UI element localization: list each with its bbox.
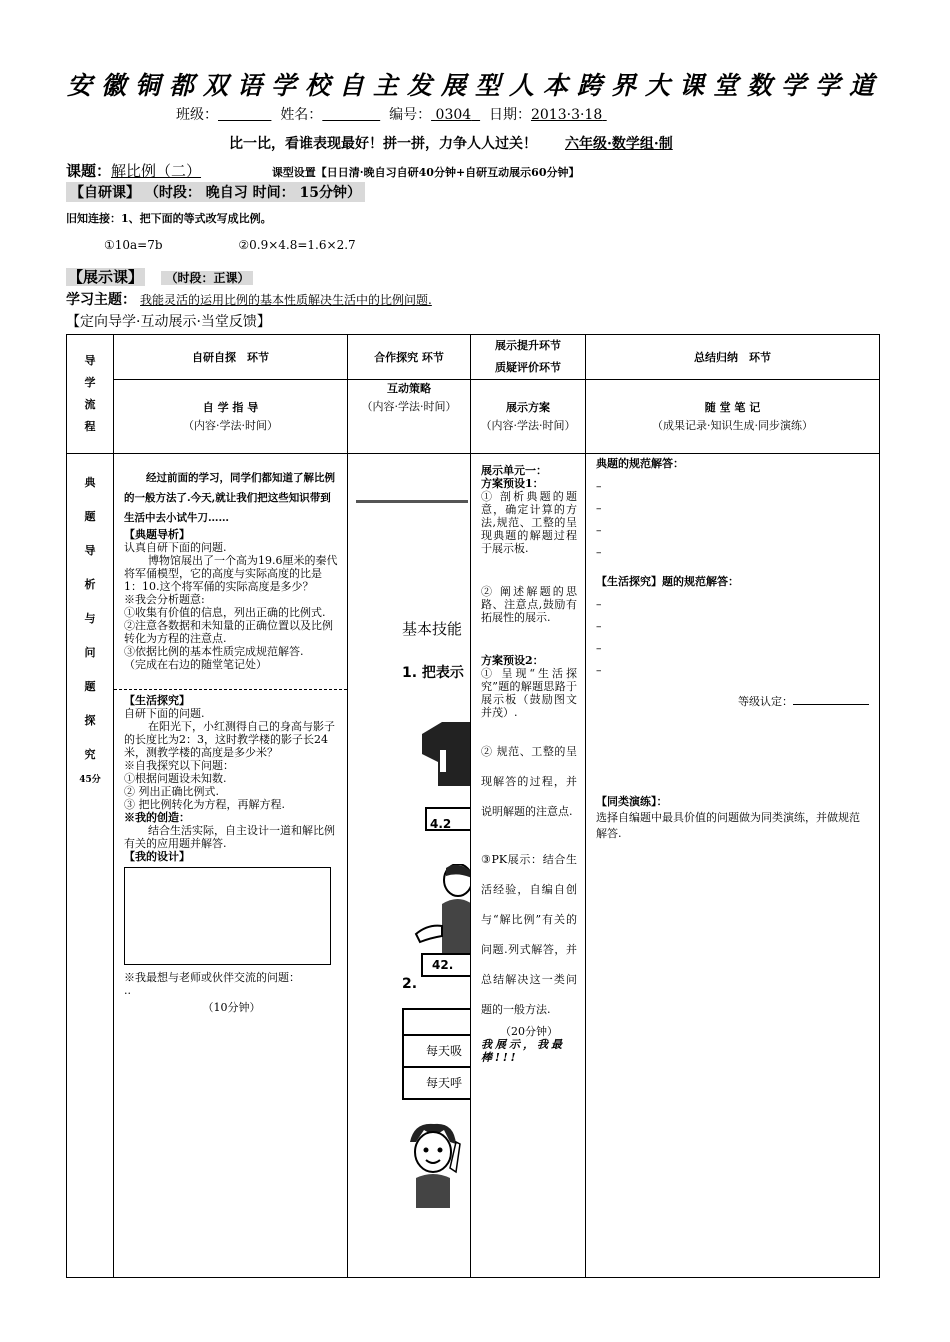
plan2-b: ② 规范、工整的呈现解答的过程，并说明解题的注意点. <box>481 745 577 818</box>
review-exercises <box>104 238 356 252</box>
grade-blank[interactable] <box>793 704 869 705</box>
show-class-label: 【展示课】 <box>68 268 144 286</box>
group-credit: 六年级·数学组·制 <box>565 136 673 152</box>
plan1-a: ① 剖析典题的题意，确定计算的方法,规范、工整的呈现典题的解题过程于展示板. <box>481 490 577 555</box>
book-heading: 基本技能 <box>402 620 463 638</box>
col1-time: （10分钟） <box>202 1001 261 1014</box>
grade-line <box>596 694 869 710</box>
col2-header: 合作探究 环节 <box>348 335 471 380</box>
name-label: 姓名： <box>280 107 323 123</box>
plan2-a: ① 呈现“生活探究”题的解题思路于展示板（鼓励图文并茂）. <box>481 667 577 719</box>
slogan-line <box>229 133 673 153</box>
cooperation-column <box>348 454 471 1278</box>
create-text: 结合生活实际，自主设计一道和解比例有关的应用题并解答. <box>124 824 335 850</box>
cheer: 我展示，我最棒!!! <box>481 1038 565 1064</box>
col3-header: 展示提升环节 质疑评价环节 <box>471 335 586 380</box>
grade-label: 等级认定： <box>738 695 793 708</box>
explore-1: ①根据问题设未知数. <box>124 772 227 785</box>
book-table <box>402 1008 471 1100</box>
self-study-column <box>114 454 348 1278</box>
analyze-step-1: ①收集有价值的信息，列出正确的比例式. <box>124 606 326 619</box>
student-info-line <box>176 104 607 124</box>
date-value: 2013·3·18 <box>530 107 603 123</box>
scan-line <box>356 500 468 503</box>
exercise-2: ②0.9×4.8=1.6×2.7 <box>238 238 356 252</box>
life-problem: 在阳光下，小红测得自己的身高与影子的长度比为2：3，这时教学楼的影子长24米，测教学楼的高度是多少米？ <box>124 720 335 759</box>
plan1-b: ② 阐述解题的思路、注意点,鼓励有拓展性的展示. <box>481 585 577 624</box>
life-answer-heading <box>596 574 869 590</box>
number-value: 0304 <box>435 107 472 123</box>
self-study-heading: 【自研课】 （时段： 晚自习 时间： 15分钟） <box>66 182 365 202</box>
col3-time: （20分钟） <box>500 1025 558 1038</box>
analyze-step-3-note: （完成在右边的随堂笔记处） <box>124 658 267 671</box>
col3-subheader: 展示方案 （内容·学法·时间） <box>471 380 586 454</box>
create-label: ※我的创造： <box>124 811 190 824</box>
theme-label: 学习主题： <box>66 292 136 308</box>
life-read: 自研下面的问题. <box>124 707 205 720</box>
topic-label: 课题： <box>66 162 112 180</box>
design-box[interactable] <box>124 867 331 965</box>
explore-2: ② 列出正确比例式. <box>124 785 219 798</box>
pk-show: ③PK展示：结合生活经验，自编自创与“解比例”有关的问题.列式解答，并总结解决这一类问题的一般方法. <box>481 853 577 1016</box>
analyze-label: ※我会分析题意: <box>124 593 205 606</box>
plan1-label: 方案预设1： <box>481 477 544 490</box>
explore-3: ③ 把比例转化为方程，再解方程. <box>124 798 285 811</box>
number-label: 编号： <box>389 107 432 123</box>
subheader-row <box>67 380 880 454</box>
col1-header: 自研自探 环节 <box>114 335 348 380</box>
analyze-step-2: ②注意各数据和未知量的正确位置以及比例转化为方程的注意点. <box>124 619 333 645</box>
dashed-divider <box>114 689 347 690</box>
exchange-prompt: ※我最想与老师或伙伴交流的问题： <box>124 971 300 984</box>
life-answer-lines: – – – – <box>596 598 602 677</box>
header-row <box>67 335 880 380</box>
content-row <box>67 454 880 1278</box>
slogan: 比一比，看谁表现最好！拼一拼，力争人人过关！ <box>229 136 537 152</box>
book-item-1: 1. 把表示 <box>402 665 464 681</box>
type-setting: 课型设置【日日清·晚自习自研40分钟+自研互动展示60分钟】 <box>271 166 580 179</box>
show-unit: 展示单元一： <box>481 464 547 477</box>
book-item-2: 2. <box>402 976 418 992</box>
name-blank <box>322 107 380 123</box>
col1-subheader: 自 学 指 导 （内容·学法·时间） <box>114 380 348 454</box>
design-label: 【我的设计】 <box>124 850 190 863</box>
life-label: 【生活探究】 <box>124 694 190 707</box>
class-blank <box>218 107 271 123</box>
typical-answer-lines: – – – – <box>596 480 602 559</box>
document-title: 安徽铜都双语学校自主发展型人本跨界大课堂数学学道 <box>66 71 883 100</box>
show-class-time: （时段：正课） <box>161 271 253 285</box>
col4-subheader: 随 堂 笔 记 （成果记录·知识生成·同步演练） <box>586 380 880 454</box>
lesson-topic-line <box>66 160 579 181</box>
class-label: 班级： <box>176 107 218 123</box>
date-label: 日期： <box>488 107 531 123</box>
plan2-label: 方案预设2： <box>481 654 544 667</box>
price-tag-2: 42. <box>432 958 454 972</box>
intro: 经过前面的学习，同学们都知道了解比例的一般方法了.今天,就让我们把这些知识带到生活中去小试牛刀…… <box>124 472 335 524</box>
life-answer-label: 【生活探究】 <box>596 575 662 588</box>
boy-illustration <box>404 1122 464 1212</box>
side-label-cell: 典 题 导 析 与 问 题 探 究 45分 <box>67 454 114 1278</box>
learning-flow-table <box>66 334 880 1278</box>
presentation-column <box>471 454 586 1278</box>
guide-heading: 【定向导学·互动展示·当堂反馈】 <box>66 314 271 330</box>
typical-problem: 博物馆展出了一个高为19.6厘米的秦代将军俑模型，它的高度与实际高度的比是1：10.这个将军俑的实际高度是多少？ <box>124 554 338 593</box>
col4-header: 总结归纳 环节 <box>586 335 880 380</box>
similar-label: 【同类演练】： <box>596 795 668 808</box>
price-tag-1: 4.2 <box>430 817 452 831</box>
book-table-row-1: 每天吸 <box>404 1036 471 1068</box>
exchange-dots: .. <box>124 984 131 997</box>
theme-line <box>66 289 432 309</box>
life-answer-text: 题的规范解答： <box>662 575 739 588</box>
analyze-step-3: ③依据比例的基本性质完成规范解答. <box>124 645 304 658</box>
typical-answer-label: 典题的规范解答： <box>596 457 684 470</box>
similar-text: 选择自编题中最具价值的问题做为同类演练，并做规范解答. <box>596 811 860 840</box>
show-class-heading <box>66 266 253 287</box>
theme: 我能灵活的运用比例的基本性质解决生活中的比例问题. <box>140 293 432 307</box>
topic: 解比例（二） <box>111 162 202 180</box>
typical-read: 认真自研下面的问题. <box>124 541 227 554</box>
side-time: 45分 <box>79 775 101 785</box>
review-intro: 旧知连接：1、把下面的等式改写成比例。 <box>66 212 272 225</box>
explore-label: ※自我探究以下问题： <box>124 759 234 772</box>
col2-subheader: 互动策略 （内容·学法·时间） <box>348 380 471 454</box>
book-table-row-2: 每天呼 <box>426 1076 463 1090</box>
textbook-illustration <box>348 454 470 1277</box>
typical-label: 【典题导析】 <box>124 528 190 541</box>
notes-column <box>586 454 880 1278</box>
flow-label-cell: 导 学 流 程 <box>67 335 114 454</box>
exercise-1: ①10a=7b <box>104 238 163 252</box>
